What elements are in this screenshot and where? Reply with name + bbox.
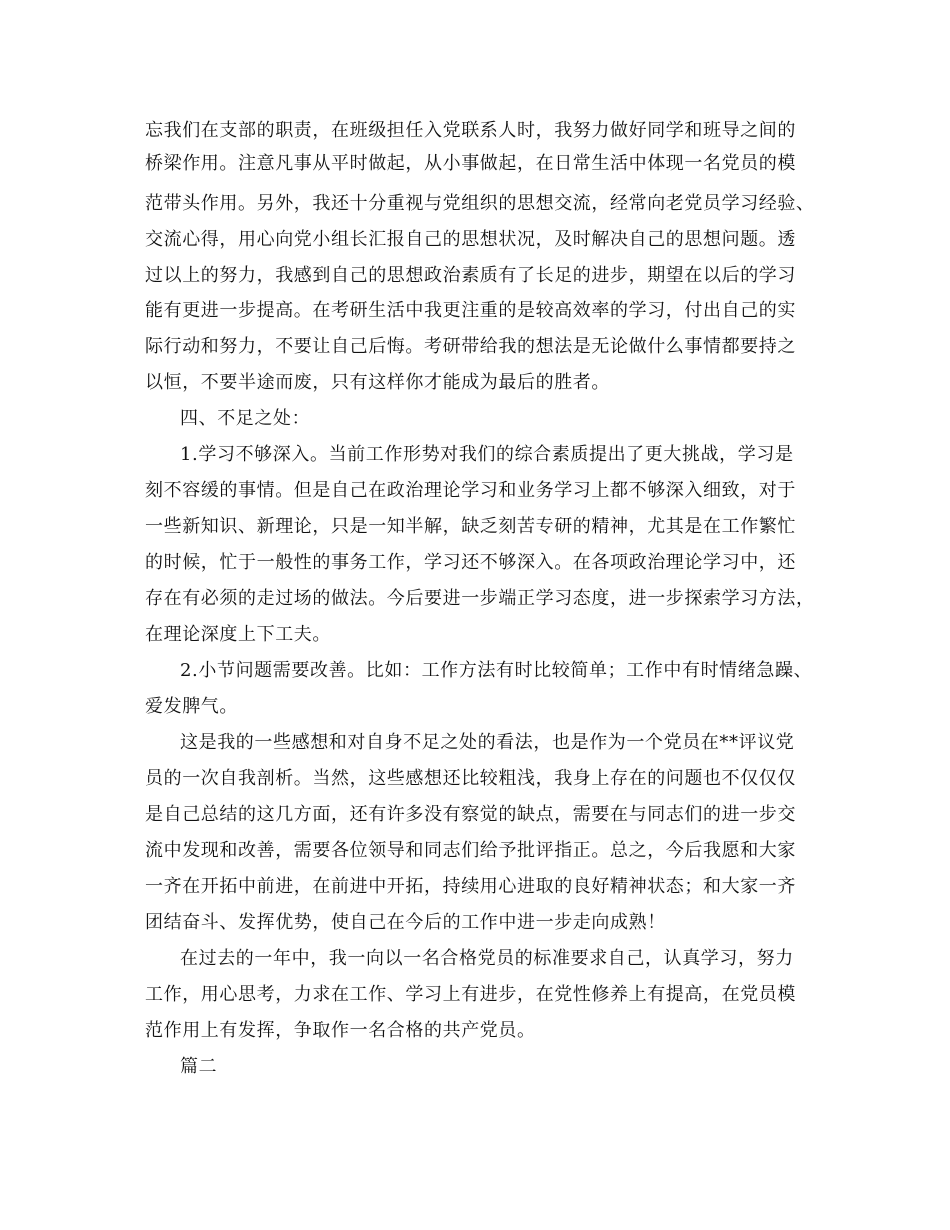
section-heading: 四、不足之处： xyxy=(180,408,311,429)
text-line: 团结奋斗、发挥优势，使自己在今后的工作中进一步走向成熟！ xyxy=(145,912,666,933)
section-heading: 篇二 xyxy=(180,1056,218,1077)
text-line: 范作用上有发挥，争取作一名合格的共产党员。 xyxy=(145,1020,536,1041)
text-line: 能有更进一步提高。在考研生活中我更注重的是较高效率的学习，付出自己的实 xyxy=(145,300,796,321)
text-line: 过以上的努力，我感到自己的思想政治素质有了长足的进步，期望在以后的学习 xyxy=(145,265,796,286)
text-line: 员的一次自我剖析。当然，这些感想还比较粗浅，我身上存在的问题也不仅仅仅 xyxy=(145,768,796,789)
text-line: 2.小节问题需要改善。比如：工作方法有时比较简单；工作中有时情绪急躁、 xyxy=(180,660,813,681)
text-line: 1.学习不够深入。当前工作形势对我们的综合素质提出了更大挑战，学习是 xyxy=(180,444,794,465)
text-line: 际行动和努力，不要让自己后悔。考研带给我的想法是无论做什么事情都要持之 xyxy=(145,336,796,357)
text-line: 刻不容缓的事情。但是自己在政治理论学习和业务学习上都不够深入细致，对于 xyxy=(145,480,796,501)
text-line: 忘我们在支部的职责，在班级担任入党联系人时，我努力做好同学和班导之间的 xyxy=(145,120,796,141)
text-line: 爱发脾气。 xyxy=(145,696,238,717)
text-line: 是自己总结的这几方面，还有许多没有察觉的缺点，需要在与同志们的进一步交 xyxy=(145,804,796,825)
text-line: 一齐在开拓中前进，在前进中开拓，持续用心进取的良好精神状态；和大家一齐 xyxy=(145,876,796,897)
text-line: 流中发现和改善，需要各位领导和同志们给予批评指正。总之，今后我愿和大家 xyxy=(145,840,796,861)
text-line: 范带头作用。另外，我还十分重视与党组织的思想交流，经常向老党员学习经验、 xyxy=(145,193,815,214)
text-line: 一些新知识、新理论，只是一知半解，缺乏刻苦专研的精神，尤其是在工作繁忙 xyxy=(145,516,796,537)
text-line: 以恒，不要半途而废，只有这样你才能成为最后的胜者。 xyxy=(145,372,610,393)
text-line: 在理论深度上下工夫。 xyxy=(145,624,331,645)
text-line: 工作，用心思考，力求在工作、学习上有进步，在党性修养上有提高，在党员模 xyxy=(145,984,796,1005)
text-line: 的时候，忙于一般性的事务工作，学习还不够深入。在各项政治理论学习中，还 xyxy=(145,552,796,573)
text-line: 交流心得，用心向党小组长汇报自己的思想状况，及时解决自己的思想问题。透 xyxy=(145,229,796,250)
text-line: 桥梁作用。注意凡事从平时做起，从小事做起，在日常生活中体现一名党员的模 xyxy=(145,153,796,174)
text-line: 这是我的一些感想和对自身不足之处的看法，也是作为一个党员在**评议党 xyxy=(180,732,795,753)
text-line: 存在有必须的走过场的做法。今后要进一步端正学习态度，进一步探索学习方法， xyxy=(145,588,815,609)
text-line: 在过去的一年中，我一向以一名合格党员的标准要求自己，认真学习，努力 xyxy=(180,948,794,969)
